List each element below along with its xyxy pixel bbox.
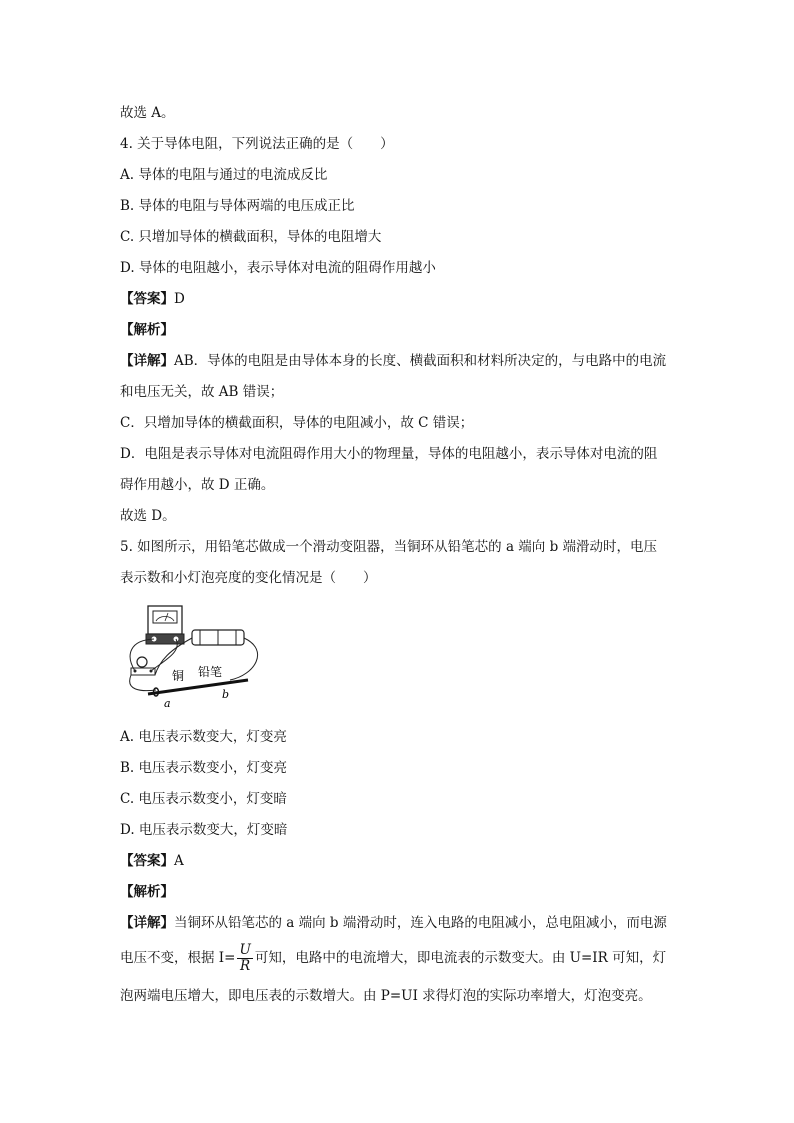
detail-tag: 【详解】 [120, 353, 174, 369]
q5-stem-line-2: 表示数和小灯泡亮度的变化情况是（ ） [120, 570, 377, 586]
q5-option-c: C. 电压表示数变小，灯变暗 [120, 791, 287, 807]
pencil-label: 铅笔 [198, 665, 223, 679]
q4-detail-line-4: D．电阻是表示导体对电流阻碍作用大小的物理量，导体的电阻越小，表示导体对电流的阻 [120, 446, 658, 462]
q4-detail-line-1 [120, 351, 666, 371]
fraction-numerator: U [239, 942, 251, 958]
q4-analysis-tag: 【解析】 [120, 322, 174, 338]
q4-detail-line-3: C．只增加导体的横截面积，导体的电阻减小，故 C 错误； [120, 415, 474, 431]
ohm-law-fraction [237, 943, 252, 974]
fraction-denominator: R [240, 958, 251, 974]
answer-value: A [174, 853, 184, 869]
detail-text-after-fraction: 可知，电路中的电流增大，即电流表的示数变大。由 U=IR 可知，灯 [254, 950, 667, 966]
prev-conclusion: 故选 A。 [120, 105, 175, 121]
q4-option-c: C. 只增加导体的横截面积，导体的电阻增大 [120, 229, 382, 245]
q4-option-d: D. 导体的电阻越小，表示导体对电流的阻碍作用越小 [120, 260, 436, 276]
q4-option-b: B. 导体的电阻与导体两端的电压成正比 [120, 198, 355, 214]
q5-option-d: D. 电压表示数变大，灯变暗 [120, 822, 288, 838]
q5-detail-line-2 [120, 941, 666, 975]
q5-option-b: B. 电压表示数变小，灯变亮 [120, 760, 288, 776]
detail-tag: 【详解】 [120, 915, 174, 931]
end-a-label: a [164, 697, 171, 710]
end-b-label: b [222, 688, 230, 701]
q4-answer [120, 289, 185, 309]
answer-tag: 【答案】 [120, 291, 174, 307]
answer-tag: 【答案】 [120, 853, 174, 869]
q5-analysis-tag: 【解析】 [120, 884, 174, 900]
answer-value: D [174, 291, 185, 307]
detail-text: AB．导体的电阻是由导体本身的长度、横截面积和材料所决定的，与电路中的电流 [174, 353, 667, 369]
q4-option-a: A. 导体的电阻与通过的电流成反比 [120, 167, 328, 183]
copper-label: 铜 [172, 669, 185, 683]
detail-text-before-fraction: 电压不变，根据 I= [120, 950, 236, 966]
q4-conclusion: 故选 D。 [120, 508, 176, 524]
q5-option-a: A. 电压表示数变大，灯变亮 [120, 729, 287, 745]
detail-text: 当铜环从铅笔芯的 a 端向 b 端滑动时，连入电路的电阻减小，总电阻减小，而电源 [174, 915, 667, 931]
circuit-figure [120, 600, 270, 712]
q4-detail-line-2: 和电压无关，故 AB 错误； [120, 384, 284, 400]
q4-stem: 4. 关于导体电阻，下列说法正确的是（ ） [120, 136, 394, 152]
q5-detail-line-1 [120, 913, 667, 933]
q5-stem-line-1: 5. 如图所示，用铅笔芯做成一个滑动变阻器，当铜环从铅笔芯的 a 端向 b 端滑动时，电压 [120, 539, 658, 555]
pencil-lead [148, 680, 248, 694]
lamp-icon [137, 657, 147, 667]
q5-detail-line-3: 泡两端电压增大，即电压表的示数增大。由 P=UI 求得灯泡的实际功率增大，灯泡变亮。 [120, 988, 652, 1004]
q4-detail-line-5: 碍作用越小，故 D 正确。 [120, 477, 275, 493]
q5-answer [120, 851, 184, 871]
